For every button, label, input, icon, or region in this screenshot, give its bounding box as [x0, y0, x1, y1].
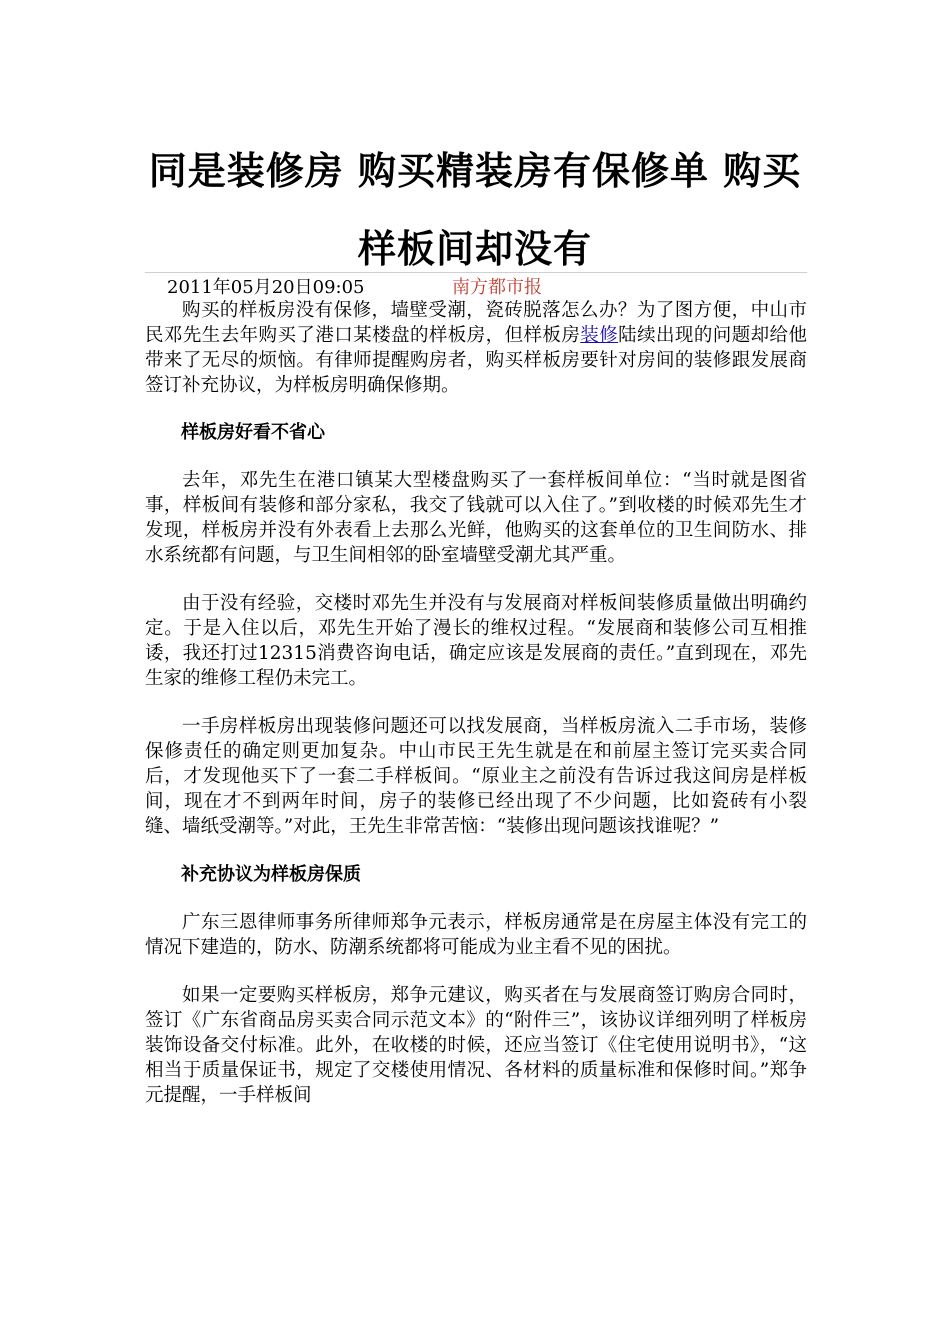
- lead-text-after: 陆续出现的问题却给他带来了无尽的烦恼。有律师提醒购房者，购买样板房要针对房间的装修跟发展商签订补充协议，为样板房明确保修期。: [145, 325, 807, 396]
- lead-text-before: 购买的样板房没有保修，墙壁受潮，瓷砖脱落怎么办？为了图方便，中山市民邓先生去年购买了港口某楼盘的样板房，但样板房: [145, 300, 807, 346]
- section-heading-1: 样板房好看不省心: [181, 422, 325, 443]
- paragraph-3: 一手房样板房出现装修问题还可以找发展商，当样板房流入二手市场，装修保修责任的确定则更加复杂。中山市民王先生就是在和前屋主签订完买卖合同后，才发现他买下了一套二手样板间。“原业主之前没有告诉过我这间房是样板间，现在才不到两年时间，房子的装修已经出现了不少问题，比如瓷砖有小裂缝、墙纸受潮等。”对此，王先生非常苦恼：“装修出现问题该找谁呢？”: [145, 716, 807, 837]
- lead-paragraph: [145, 298, 807, 398]
- paragraph-1: 去年，邓先生在港口镇某大型楼盘购买了一套样板间单位：“当时就是图省事，样板间有装修和部分家私，我交了钱就可以入住了。”到收楼的时候邓先生才发现，样板房并没有外表看上去那么光鲜，他购买的这套单位的卫生间防水、排水系统都有问题，与卫生间相邻的卧室墙壁受潮尤其严重。: [145, 470, 807, 566]
- article-meta: [145, 272, 807, 299]
- title-line-2: 样板间却没有: [357, 227, 592, 271]
- article-title: [120, 132, 830, 288]
- source-name: 南方都市报: [452, 277, 542, 298]
- paragraph-2: 由于没有经验，交楼时邓先生并没有与发展商对样板间装修质量做出明确约定。于是入住以后，邓先生开始了漫长的维权过程。“发展商和装修公司互相推诿，我还打过12315消费咨询电话，确定应该是发展商的责任。”直到现在，邓先生家的维修工程仍未完工。: [145, 593, 807, 689]
- section-heading-2: 补充协议为样板房保质: [181, 864, 361, 885]
- renovation-link[interactable]: 装修: [580, 325, 619, 346]
- title-line-1: 同是装修房 购买精装房有保修单 购买: [148, 149, 802, 193]
- publish-date: 2011年05月20日09:05: [167, 277, 365, 298]
- article-body: [145, 298, 807, 1131]
- paragraph-5: 如果一定要购买样板房，郑争元建议，购买者在与发展商签订购房合同时，签订《广东省商品房买卖合同示范文本》的“附件三”，该协议详细列明了样板房装饰设备交付标准。此外，在收楼的时候，还应当签订《住宅使用说明书》，“这相当于质量保证书，规定了交楼使用情况、各材料的质量标准和保修时间。”郑争元提醒，一手样板间: [145, 985, 807, 1106]
- paragraph-4: 广东三恩律师事务所律师郑争元表示，样板房通常是在房屋主体没有完工的情况下建造的，防水、防潮系统都将可能成为业主看不见的困扰。: [145, 912, 807, 958]
